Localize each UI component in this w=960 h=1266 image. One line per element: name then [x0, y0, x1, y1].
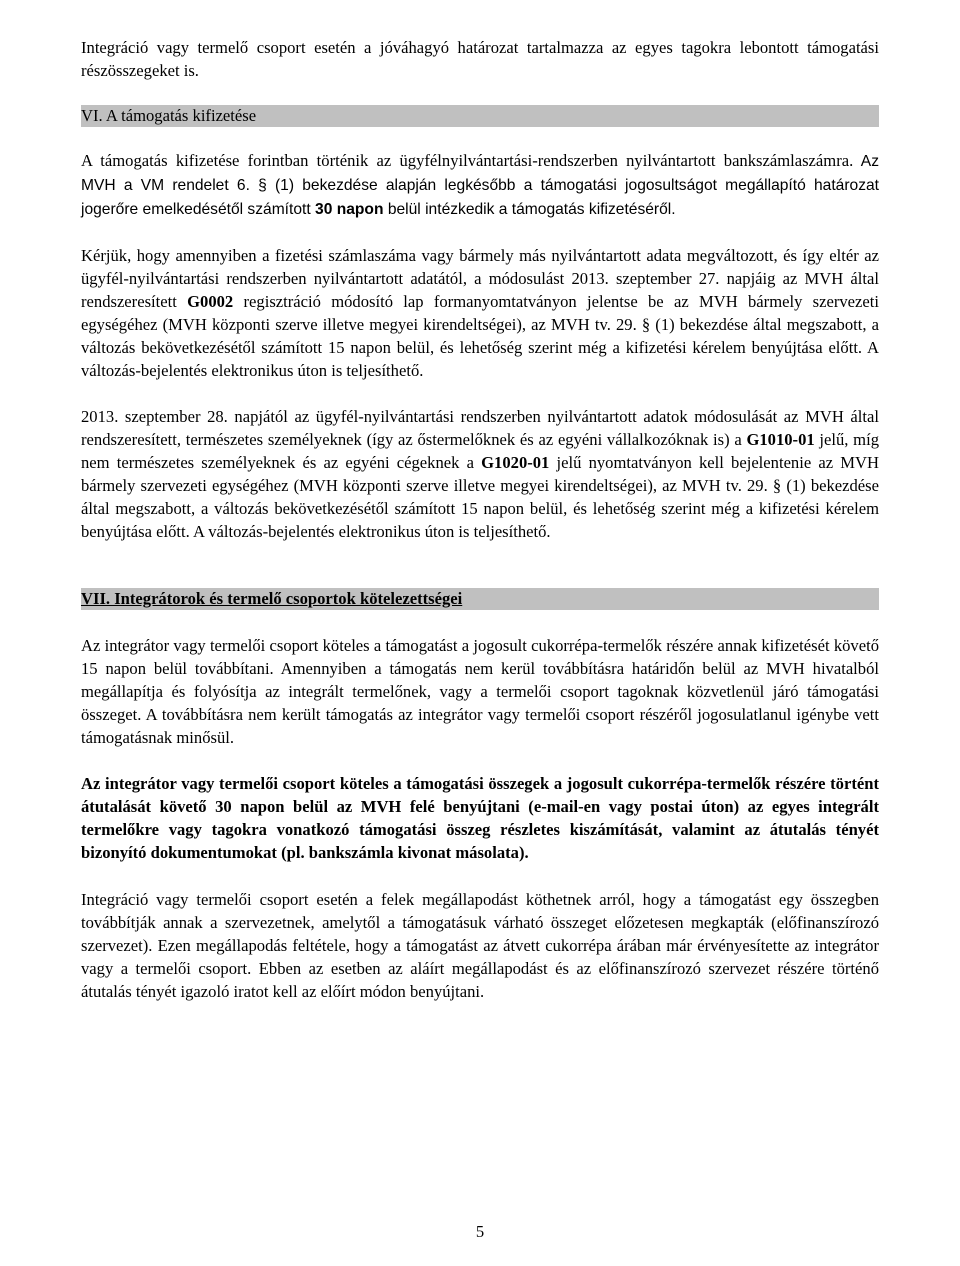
section-6-heading-text: VI. A támogatás kifizetése: [81, 106, 257, 125]
document-page: [81, 36, 879, 1003]
section-6-p1-part-b: Az MVH a VM rendelet 6. § (1) bekezdése alapján legkésőbb a támogatási jogosultságot megállapító határozat jogerőre emelkedésétől számított: [81, 153, 879, 218]
section-6-paragraph-3: [81, 405, 879, 543]
section-6-p3-part-c: jelű nyomtatványon kell bejelentenie az MVH bármely szervezeti egységéhez (MVH központi szerve illetve megyei kirendeltségei), az MVH tv. 29. § (1) bekezdése által megszabott, a változás bekövetkezésétől számított 15 napon belül, és lehetőség szerint még a kifizetési kérelem benyújtása előtt. A változás-bejelentés elektronikus úton is teljesíthető.: [81, 453, 880, 541]
section-6-p1-part-c: belül intézkedik a támogatás kifizetéséről.: [383, 201, 676, 218]
section-7-p1-text: Az integrátor vagy termelői csoport köteles a támogatást a jogosult cukorrépa-termelők részére annak kifizetését követő 15 napon belül továbbítani. Amennyiben a támogatás nem kerül továbbításra határidőn belül az MVH hivatalból megállapítja és folyósítja az integrált termelőnek, vagy a termelői csoport tagoknak közvetlenül járó támogatási összeget. A továbbításra nem került támogatás az integrátor vagy termelői csoport részéről jogosulatlanul igénybe vett támogatásnak minősül.: [81, 636, 879, 747]
section-6-p2-part-b: regisztráció módosító lap formanyomtatványon jelentse be az MVH bármely szervezeti egységéhez (MVH központi szerve illetve megyei kirendeltségei), az MVH tv. 29. § (1) bekezdése által megszabott, a változás bekövetkezésétől számított 15 napon belül, és lehetőség szerint még a kifizetési kérelem benyújtása előtt. A változás-bejelentés elektronikus úton is teljesíthető.: [81, 292, 879, 380]
section-6-p1-part-a: A támogatás kifizetése forintban történik az ügyfélnyilvántartási-rendszerben nyilvántartott bankszámlaszámra.: [81, 151, 854, 170]
intro-text: Integráció vagy termelő csoport esetén a jóváhagyó határozat tartalmazza az egyes tagokra lebontott támogatási részösszegeket is.: [81, 38, 879, 80]
section-6-p3-bold-2: G1020-01: [481, 453, 550, 472]
section-6-paragraph-2: [81, 244, 879, 382]
section-7-heading-text: VII. Integrátorok és termelő csoportok kötelezettségei: [81, 589, 463, 608]
section-6-p3-part-a: 2013. szeptember 28. napjától az ügyfél-nyilvántartási rendszerben nyilvántartott adatok módosulását az MVH által rendszeresített, természetes személyeknek (így az őstermelőknek és az egyéni vállalkozóknak is) a: [81, 407, 879, 449]
section-7-paragraph-1: [81, 634, 879, 749]
page-number: 5: [475, 1222, 485, 1241]
section-6-p2-bold: G0002: [187, 292, 234, 311]
section-6-p2-part-a: Kérjük, hogy amennyiben a fizetési számlaszáma vagy bármely más nyilvántartott adata megváltozott, és így eltér az ügyfél-nyilvántartási rendszerben nyilvántartott adatától, a módosulást 2013. szeptember 27. napjáig az MVH által rendszeresített: [81, 246, 879, 311]
section-7-paragraph-2: [81, 772, 879, 864]
section-7-p3-text: Integráció vagy termelői csoport esetén a felek megállapodást köthetnek arról, hogy a támogatást egy összegben továbbítják annak a szervezetnek, amelytől a támogatásuk várható összeget előzetesen megkapták (előfinanszírozó szervezet). Ezen megállapodás feltétele, hogy a támogatást az átvett cukorrépa árában már érvényesítette az integrátor vagy a termelői csoport. Ebben az esetben az aláírt megállapodást és az előfinanszírozó szervezet részére történő átutalás tényét igazoló iratot kell az előírt módon benyújtani.: [81, 890, 879, 1001]
section-7-paragraph-3: [81, 888, 879, 1003]
section-7-p2-bold-text: Az integrátor vagy termelői csoport köteles a támogatási összegek a jogosult cukorrépa-termelők részére történt átutalását követő 30 napon belül az MVH felé benyújtani (e-mail-en vagy postai úton) az egyes integrált termelőkre vagy tagokra vonatkozó támogatási összeg részletes kiszámítását, valamint az átutalás tényét bizonyító dokumentumokat (pl. bankszámla kivonat másolata).: [81, 774, 879, 862]
section-6-heading: [81, 105, 879, 127]
section-6-p3-part-b: jelű, míg nem természetes személyeknek és az egyéni cégeknek a: [81, 430, 879, 472]
section-6-p3-bold-1: G1010-01: [746, 430, 815, 449]
section-6-paragraph-1: [81, 149, 879, 221]
section-6-p1-bold: 30 napon: [315, 201, 384, 218]
intro-paragraph: [81, 36, 879, 82]
section-7-heading: [81, 588, 879, 610]
